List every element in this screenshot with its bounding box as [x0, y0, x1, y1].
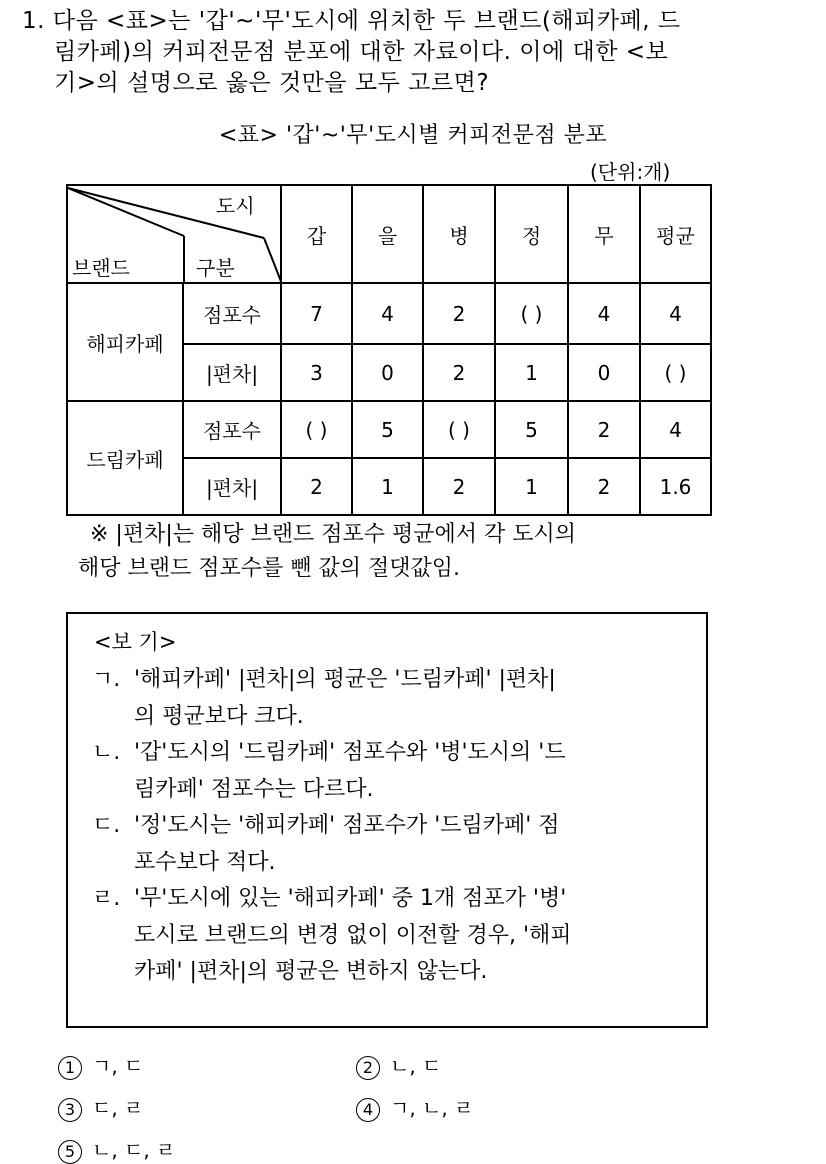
corner-label-category: 구분	[196, 256, 235, 280]
col-header: 평균	[640, 185, 711, 283]
circled-number-icon: 5	[58, 1140, 82, 1164]
bogi-item-nieun: ㄴ. '갑'도시의 '드림카페' 점포수와 '병'도시의 '드 림카페' 점포수는 다르다.	[92, 740, 566, 802]
value-cell: 5	[495, 401, 568, 458]
value-cell: 1	[495, 458, 568, 515]
circled-number-icon: 2	[356, 1056, 380, 1080]
metric-cell: 점포수	[183, 401, 281, 458]
value-cell: 2	[568, 401, 640, 458]
value-cell: 5	[352, 401, 423, 458]
col-header: 갑	[281, 185, 352, 283]
table-corner-cell	[67, 185, 281, 283]
value-cell: 2	[423, 458, 495, 515]
question-line-2: 림카페)의 커피전문점 분포에 대한 자료이다. 이에 대한 <보	[54, 39, 669, 65]
question-stem	[22, 6, 812, 99]
value-cell: 0	[352, 344, 423, 401]
table-row	[67, 401, 711, 458]
value-cell: 4	[352, 283, 423, 344]
corner-label-city: 도시	[216, 194, 255, 218]
bogi-item-rieul: ㄹ. '무'도시에 있는 '해피카페' 중 1개 점포가 '병' 도시로 브랜드의 변경 없이 이전할 경우, '해피 카페' |편차|의 평균은 변하지 않는다.	[92, 886, 572, 984]
value-cell: 1	[495, 344, 568, 401]
value-cell: 4	[568, 283, 640, 344]
question-number: 1.	[22, 8, 45, 34]
bogi-item-giyeok: ㄱ. '해피카페' |편차|의 평균은 '드림카페' |편차| 의 평균보다 크다.	[92, 667, 556, 729]
circled-number-icon: 1	[58, 1056, 82, 1080]
value-cell: ( )	[423, 401, 495, 458]
table-row	[67, 283, 711, 344]
value-cell: 4	[640, 401, 711, 458]
choice-2[interactable]: 2 ㄴ, ㄷ	[356, 1050, 441, 1080]
question-line-3: 기>의 설명으로 옳은 것만을 모두 고르면?	[54, 70, 490, 96]
table-unit: (단위:개)	[590, 160, 671, 184]
corner-label-brand: 브랜드	[72, 256, 130, 280]
value-cell: 1	[352, 458, 423, 515]
table-footnote: ※ |편차|는 해당 브랜드 점포수 평균에서 각 도시의 해당 브랜드 점포수를 뺀 값의 절댓값임.	[78, 522, 576, 581]
value-cell: 4	[640, 283, 711, 344]
value-cell: 3	[281, 344, 352, 401]
choice-5[interactable]: 5 ㄴ, ㄷ, ㄹ	[58, 1134, 175, 1164]
bogi-list	[92, 662, 702, 991]
value-cell: ( )	[640, 344, 711, 401]
col-header: 병	[423, 185, 495, 283]
choice-3[interactable]: 3 ㄷ, ㄹ	[58, 1092, 143, 1122]
col-header: 무	[568, 185, 640, 283]
metric-cell: |편차|	[183, 458, 281, 515]
value-cell: 2	[281, 458, 352, 515]
value-cell: ( )	[281, 401, 352, 458]
table-title: <표> '갑'~'무'도시별 커피전문점 분포	[218, 123, 608, 148]
table-header-row	[67, 185, 711, 283]
value-cell: 1.6	[640, 458, 711, 515]
value-cell: 2	[423, 344, 495, 401]
metric-cell: |편차|	[183, 344, 281, 401]
bogi-box	[66, 612, 708, 1028]
data-table	[66, 184, 712, 516]
brand-cell: 드림카페	[67, 401, 183, 515]
choice-1[interactable]: 1 ㄱ, ㄷ	[58, 1050, 143, 1080]
value-cell: 7	[281, 283, 352, 344]
col-header: 을	[352, 185, 423, 283]
value-cell: ( )	[495, 283, 568, 344]
value-cell: 2	[423, 283, 495, 344]
bogi-title: <보 기>	[94, 630, 177, 654]
metric-cell: 점포수	[183, 283, 281, 344]
brand-cell: 해피카페	[67, 283, 183, 401]
value-cell: 0	[568, 344, 640, 401]
circled-number-icon: 3	[58, 1098, 82, 1122]
bogi-item-digeut: ㄷ. '정'도시는 '해피카페' 점포수가 '드림카페' 점 포수보다 적다.	[92, 813, 560, 875]
question-line-1: 1. 다음 <표>는 '갑'~'무'도시에 위치한 두 브랜드(해피카페, 드	[22, 8, 681, 34]
circled-number-icon: 4	[356, 1098, 380, 1122]
choice-4[interactable]: 4 ㄱ, ㄴ, ㄹ	[356, 1092, 473, 1122]
col-header: 정	[495, 185, 568, 283]
value-cell: 2	[568, 458, 640, 515]
